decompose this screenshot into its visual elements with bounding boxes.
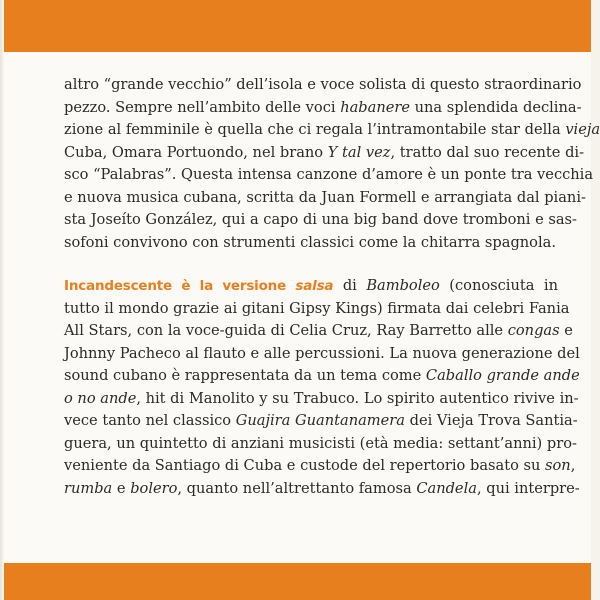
text-run: All Stars, con la voce-guida di Celia Cruz, Ray Barretto alle [64,322,508,339]
text-run: sta Joseíto González, qui a capo di una big band dove tromboni e sas- [64,211,577,228]
article-text [64,74,600,500]
text-run: e [559,322,573,339]
text-run: sco “Palabras”. Questa intensa canzone d’amore è un ponte tra vecchia [64,166,594,183]
italic-run: vieja [565,121,600,138]
text-line [64,142,585,165]
text-run: , qui interpre- [476,479,580,497]
text-run: pezzo. Sempre nell’ambito delle voci [64,98,341,116]
text-run: tutto il mondo grazie ai gitani Gipsy Kings) firmata dai celebri Fania [64,299,570,317]
text-line [64,388,579,411]
text-line [64,74,582,97]
text-line [64,343,580,366]
text-line [64,97,582,120]
text-line [64,298,570,321]
text-line [64,187,586,210]
paragraph-2 [64,275,580,500]
text-run: sofoni convivono con strumenti classici come la chitarra spagnola. [64,233,556,251]
text-run: , quanto nell’altrettanto famosa [177,479,417,497]
lead-in-italic: salsa [295,278,334,294]
text-line [64,478,580,501]
text-line [64,410,578,433]
text-line [64,209,577,232]
text-line [64,164,594,187]
italic-run: Candela [416,479,477,497]
text-line [64,119,600,142]
text-run: Johnny Pacheco al flauto e alle percussioni. La nuova generazione del [64,344,580,362]
bottom-orange-band [4,563,591,600]
text-run: (conosciuta in [439,277,558,294]
italic-run: Guajira Guantanamera [235,412,405,429]
text-run: e [112,479,131,497]
top-orange-band [4,0,591,52]
italic-run: habanere [340,98,410,116]
paragraph-1 [64,74,600,254]
text-run: vece tanto nel classico [64,412,236,429]
text-run: e nuova musica cubana, scritta da Juan Formell e arrangiata dal piani- [64,188,586,206]
text-run: veniente da Santiago di Cuba e custode del repertorio basato su [64,457,546,474]
text-line [64,365,580,388]
text-run: sound cubano è rappresentata da un tema come [64,367,426,384]
text-run: , hit di Manolito y su Trabuco. Lo spirito autentico rivive in- [136,389,579,407]
text-run: guera, un quintetto di anziani musicisti (età media: settant’anni) pro- [64,434,577,452]
text-run: , [570,457,576,474]
text-run: altro “grande vecchio” dell’isola e voce solista di questo straordinario [64,76,582,93]
italic-run: o no ande [64,389,137,407]
text-run: dei Vieja Trova Santia- [404,412,578,429]
italic-run: congas [507,322,560,339]
italic-run: Y tal vez [327,143,391,161]
text-run: zione al femminile è quella che ci regala l’intramontabile star della [64,121,566,138]
text-line [64,455,576,478]
italic-run: Bamboleo [366,277,440,294]
italic-run: son [545,457,571,474]
text-line [64,275,558,298]
italic-run: rumba [64,479,113,497]
italic-run: Caballo grande ande [425,367,580,384]
text-line [64,232,558,255]
text-run: , tratto dal suo recente di- [390,143,585,161]
italic-run: bolero [130,479,178,497]
text-run: una splendida declina- [409,98,582,116]
text-run: Cuba, Omara Portuondo, nel brano [64,143,328,161]
text-run: di [333,277,367,294]
lead-in-heading-italic [295,278,333,294]
text-line [64,320,573,343]
text-line [64,433,577,456]
lead-in-heading: Incandescente è la versione [64,278,296,294]
